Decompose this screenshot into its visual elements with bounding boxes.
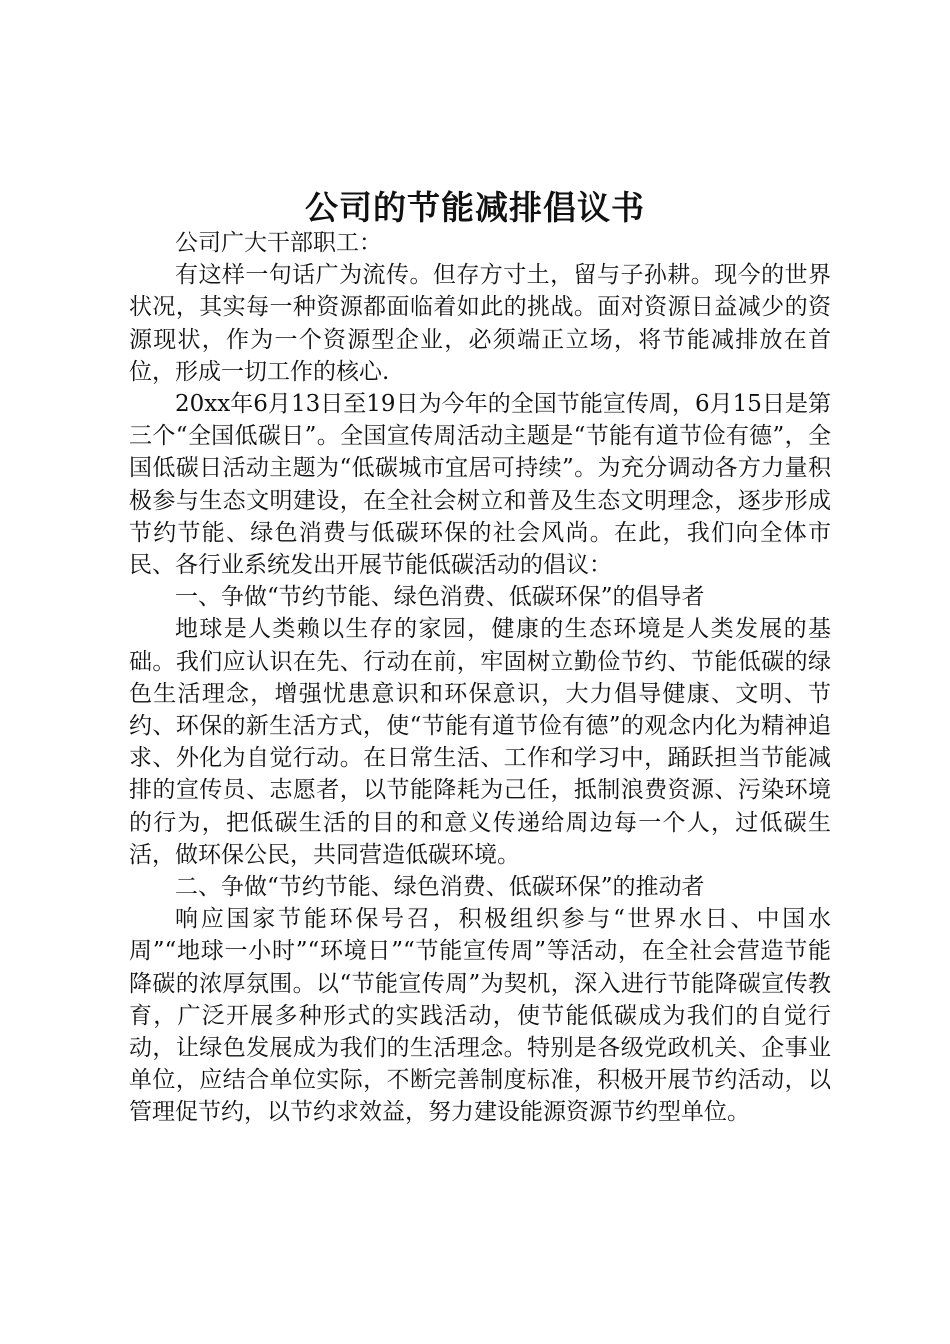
section-2-paragraph: 响应国家节能环保号召，积极组织参与“世界水日、中国水周”“地球一小时”“环境日”“节能宣传周”等活动，在全社会营造节能降碳的浓厚氛围。以“节能宣传周”为契机，深入进行节能降碳宣传教育，广泛开展多种形式的实践活动，使节能低碳成为我们的自觉行动，让绿色发展成为我们的生活理念。特别是各级党政机关、企事业单位，应结合单位实际，不断完善制度标准，积极开展节约活动，以管理促节约，以节约求效益，努力建设能源资源节约型单位。 [129, 906, 831, 1126]
intro-paragraph: 有这样一句话广为流传。但存方寸土，留与子孙耕。现今的世界状况，其实每一种资源都面临着如此的挑战。面对资源日益减少的资源现状，作为一个资源型企业，必须端正立场，将节能减排放在首位，形成一切工作的核心. [129, 262, 831, 385]
background-paragraph: 20xx年6月13日至19日为今年的全国节能宣传周，6月15日是第三个“全国低碳日”。全国宣传周活动主题是“节能有道节俭有德”，全国低碳日活动主题为“低碳城市宜居可持续”。为充分调动各方力量积极参与生态文明建设，在全社会树立和普及生态文明理念，逐步形成节约节能、绿色消费与低碳环保的社会风尚。在此，我们向全体市民、各行业系统发出开展节能低碳活动的倡议： [129, 391, 831, 579]
section-heading-1: 一、争做“节约节能、绿色消费、低碳环保”的倡导者 [175, 584, 705, 611]
document-body [129, 227, 831, 1129]
section-1-paragraph: 地球是人类赖以生存的家园，健康的生态环境是人类发展的基础。我们应认识在先、行动在前，牢固树立勤俭节约、节能低碳的绿色生活理念，增强忧患意识和环保意识，大力倡导健康、文明、节约、环保的新生活方式，使“节能有道节俭有德”的观念内化为精神追求、外化为自觉行动。在日常生活、工作和学习中，踊跃担当节能减排的宣传员、志愿者，以节能降耗为己任，抵制浪费资源、污染环境的行为，把低碳生活的目的和意义传递给周边每一个人，过低碳生活，做环保公民，共同营造低碳环境。 [129, 616, 831, 868]
document-title: 公司的节能减排倡议书 [305, 188, 645, 227]
salutation: 公司广大干部职工： [175, 230, 382, 256]
section-heading-2: 二、争做“节约节能、绿色消费、低碳环保”的推动者 [175, 874, 705, 901]
